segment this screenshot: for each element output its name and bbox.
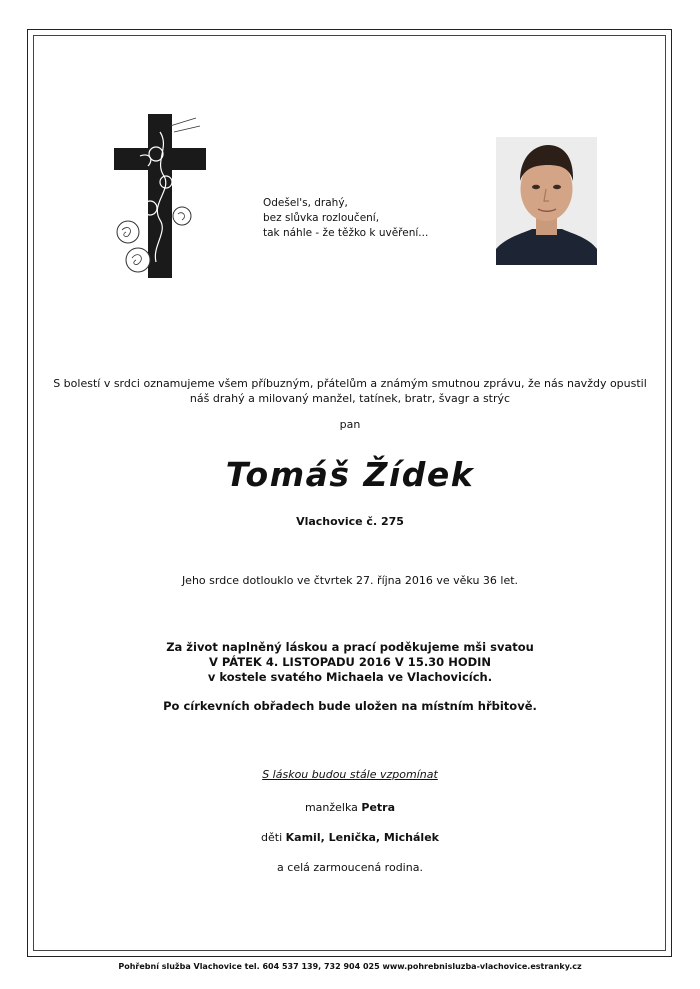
funeral-line: v kostele svatého Michaela ve Vlachovicích. <box>207 670 493 684</box>
announcement <box>0 376 700 406</box>
announcement-line: S bolestí v srdci oznamujeme všem příbuzným, přátelům a známým smutnou zprávu, že nás navždy opustil <box>53 377 647 390</box>
funeral-info <box>0 640 700 685</box>
verse-line: bez slůvka rozloučení, <box>263 212 380 224</box>
wife-prefix: manželka <box>304 801 358 814</box>
title-word: pan <box>339 418 361 431</box>
address: Vlachovice č. 275 <box>296 515 404 528</box>
mourner-wife <box>0 801 700 814</box>
memory-text: S láskou budou stále vzpomínat <box>262 768 438 781</box>
children-names: Kamil, Lenička, Michálek <box>285 831 439 844</box>
verse <box>263 196 428 241</box>
funeral-line: V PÁTEK 4. LISTOPADU 2016 V 15.30 HODIN <box>208 655 492 669</box>
footer-contact: Pohřební služba Vlachovice tel. 604 537 139, 732 904 025 www.pohrebnisluzba-vlachovice.estranky.cz <box>118 962 582 971</box>
wife-name: Petra <box>361 801 396 814</box>
burial-info: Po církevních obřadech bude uložen na místním hřbitově. <box>163 699 537 713</box>
verse-line: tak náhle - že těžko k uvěření... <box>263 227 429 239</box>
mourner-children <box>0 831 700 844</box>
cross-with-roses-icon <box>110 112 210 280</box>
mourner-family: a celá zarmoucená rodina. <box>277 861 423 874</box>
portrait-photo <box>496 137 597 265</box>
funeral-line: Za život naplněný láskou a prací poděkujeme mši svatou <box>166 640 534 654</box>
memory-line <box>0 768 700 781</box>
announcement-line: náš drahý a milovaný manžel, tatínek, bratr, švagr a strýc <box>189 392 511 405</box>
deceased-name: Tomáš Žídek <box>225 455 475 494</box>
children-prefix: děti <box>261 831 283 844</box>
verse-line: Odešel's, drahý, <box>263 197 348 209</box>
death-notice: Jeho srdce dotlouklo ve čtvrtek 27. října 2016 ve věku 36 let. <box>181 574 519 587</box>
